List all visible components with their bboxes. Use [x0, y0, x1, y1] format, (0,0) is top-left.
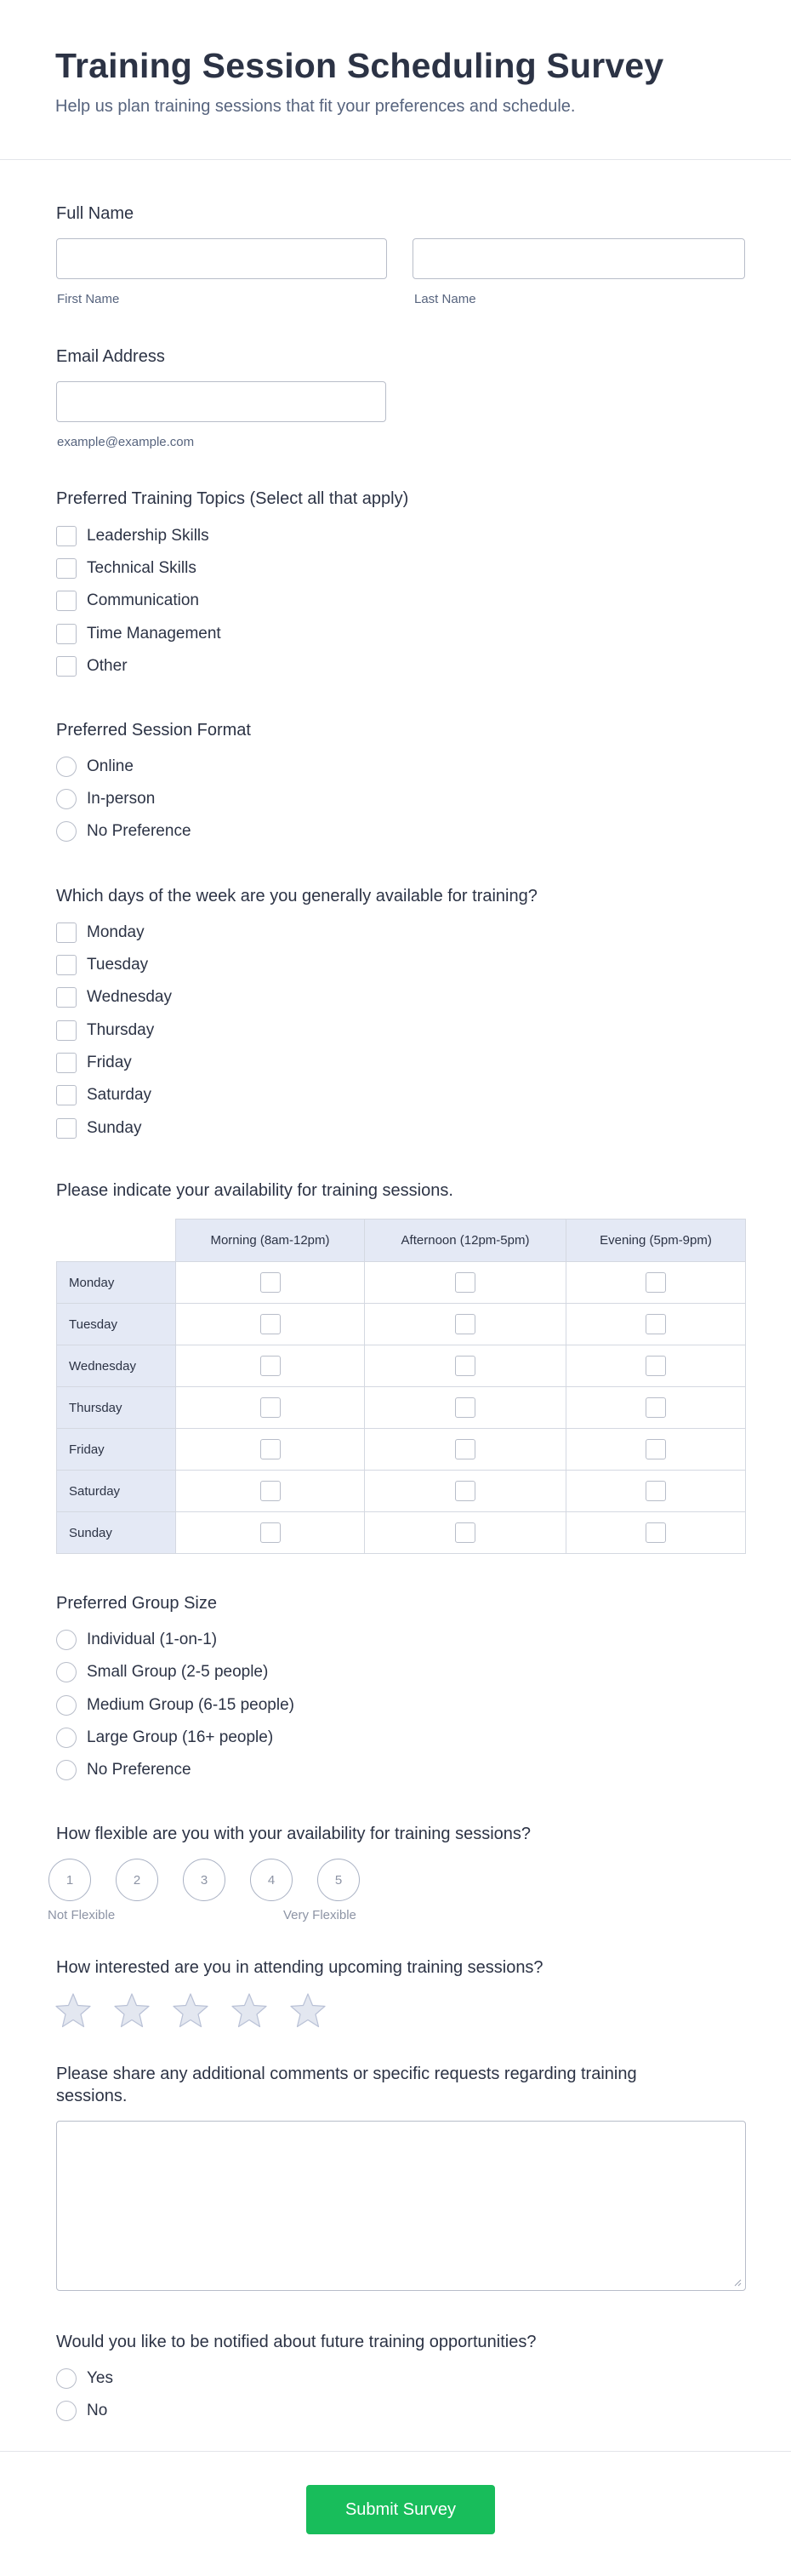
- format-option[interactable]: [56, 756, 134, 778]
- format-section: [56, 719, 745, 847]
- star-icon[interactable]: [230, 1992, 268, 2030]
- day-option-label: Friday: [87, 1054, 132, 1071]
- checkbox[interactable]: [56, 1118, 77, 1139]
- matrix-cell[interactable]: [176, 1345, 365, 1387]
- matrix-checkbox[interactable]: [455, 1397, 475, 1418]
- group-size-option[interactable]: [56, 1694, 294, 1716]
- matrix-row-header: Wednesday: [57, 1345, 176, 1387]
- radio[interactable]: [56, 2401, 77, 2421]
- day-option[interactable]: [56, 1084, 151, 1106]
- star-icon[interactable]: [113, 1992, 151, 2030]
- matrix-checkbox[interactable]: [260, 1439, 281, 1459]
- checkbox[interactable]: [56, 1085, 77, 1105]
- group-size-option[interactable]: [56, 1759, 191, 1781]
- notify-section: [56, 2331, 745, 2433]
- checkbox[interactable]: [56, 987, 77, 1008]
- matrix-cell[interactable]: [365, 1512, 566, 1554]
- matrix-checkbox[interactable]: [260, 1481, 281, 1501]
- matrix-row-header: Monday: [57, 1262, 176, 1304]
- matrix-cell[interactable]: [365, 1345, 566, 1387]
- matrix-cell[interactable]: [176, 1262, 365, 1304]
- scale-option-3[interactable]: 3: [183, 1859, 225, 1901]
- day-option[interactable]: [56, 954, 148, 976]
- full-name-section: [56, 203, 745, 313]
- matrix-row-header: Sunday: [57, 1512, 176, 1554]
- matrix-checkbox[interactable]: [455, 1522, 475, 1543]
- matrix-row-header: Tuesday: [57, 1304, 176, 1345]
- matrix-checkbox[interactable]: [646, 1439, 666, 1459]
- availability-label: Please indicate your availability for training sessions.: [56, 1181, 453, 1200]
- first-name-input[interactable]: [56, 238, 387, 279]
- topic-option[interactable]: [56, 557, 196, 580]
- scale-option-4[interactable]: 4: [250, 1859, 293, 1901]
- group-size-option-label: No Preference: [87, 1761, 191, 1779]
- notify-option-label: No: [87, 2402, 108, 2419]
- format-option-label: No Preference: [87, 822, 191, 840]
- matrix-checkbox[interactable]: [260, 1356, 281, 1376]
- radio[interactable]: [56, 1662, 77, 1682]
- matrix-checkbox[interactable]: [646, 1356, 666, 1376]
- matrix-cell[interactable]: [365, 1262, 566, 1304]
- matrix-row: [57, 1304, 746, 1345]
- group-size-option-label: Individual (1-on-1): [87, 1631, 218, 1648]
- matrix-row-header: Thursday: [57, 1387, 176, 1429]
- group-size-label: Preferred Group Size: [56, 1594, 217, 1613]
- matrix-row: [57, 1387, 746, 1429]
- radio[interactable]: [56, 1630, 77, 1650]
- matrix-cell[interactable]: [566, 1304, 746, 1345]
- scale-low-label: Not Flexible: [48, 1908, 116, 1922]
- matrix-cell[interactable]: [566, 1429, 746, 1471]
- first-name-sublabel: First Name: [57, 292, 120, 306]
- topic-option-label: Time Management: [87, 625, 221, 643]
- radio[interactable]: [56, 1760, 77, 1780]
- matrix-column-header: Afternoon (12pm-5pm): [365, 1219, 566, 1262]
- day-option[interactable]: [56, 1052, 132, 1074]
- matrix-cell[interactable]: [566, 1471, 746, 1512]
- email-label: Email Address: [56, 347, 165, 366]
- matrix-checkbox[interactable]: [455, 1314, 475, 1334]
- checkbox[interactable]: [56, 656, 77, 677]
- checkbox[interactable]: [56, 1053, 77, 1073]
- matrix-checkbox[interactable]: [455, 1439, 475, 1459]
- scale-option-1[interactable]: 1: [48, 1859, 91, 1901]
- footer-divider: [0, 2451, 791, 2452]
- matrix-cell[interactable]: [176, 1429, 365, 1471]
- topic-option-label: Communication: [87, 591, 199, 609]
- topics-label: Preferred Training Topics (Select all that apply): [56, 489, 409, 508]
- day-option[interactable]: [56, 986, 172, 1008]
- group-size-option[interactable]: [56, 1661, 268, 1683]
- notify-label: Would you like to be notified about future training opportunities?: [56, 2333, 537, 2351]
- matrix-cell[interactable]: [566, 1345, 746, 1387]
- matrix-checkbox[interactable]: [260, 1272, 281, 1293]
- topic-option[interactable]: [56, 590, 199, 612]
- last-name-sublabel: Last Name: [414, 292, 476, 306]
- topic-option[interactable]: [56, 623, 221, 645]
- format-option[interactable]: [56, 820, 191, 842]
- radio[interactable]: [56, 2368, 77, 2389]
- checkbox[interactable]: [56, 558, 77, 579]
- form-title: Training Session Scheduling Survey: [55, 46, 664, 85]
- matrix-cell[interactable]: [365, 1387, 566, 1429]
- matrix-row: [57, 1345, 746, 1387]
- matrix-cell[interactable]: [566, 1387, 746, 1429]
- matrix-checkbox[interactable]: [646, 1272, 666, 1293]
- matrix-row-header: Saturday: [57, 1471, 176, 1512]
- notify-option[interactable]: [56, 2368, 113, 2390]
- form-header: [0, 0, 791, 160]
- interest-label: How interested are you in attending upcoming training sessions?: [56, 1958, 543, 1977]
- day-option-label: Saturday: [87, 1086, 152, 1104]
- day-option-label: Monday: [87, 923, 145, 941]
- days-section: [56, 885, 745, 1140]
- group-size-option-label: Small Group (2-5 people): [87, 1663, 269, 1681]
- days-label: Which days of the week are you generally available for training?: [56, 887, 538, 905]
- availability-matrix: [56, 1219, 746, 1554]
- matrix-cell[interactable]: [176, 1387, 365, 1429]
- email-sublabel: example@example.com: [57, 435, 195, 449]
- resize-handle-icon[interactable]: [733, 2278, 742, 2287]
- matrix-row: [57, 1512, 746, 1554]
- matrix-checkbox[interactable]: [646, 1397, 666, 1418]
- interest-section: [56, 1956, 745, 2042]
- matrix-checkbox[interactable]: [260, 1397, 281, 1418]
- day-option[interactable]: [56, 1020, 154, 1042]
- format-label: Preferred Session Format: [56, 721, 251, 740]
- day-option[interactable]: [56, 1117, 141, 1139]
- matrix-column-header: Morning (8am-12pm): [176, 1219, 365, 1262]
- matrix-checkbox[interactable]: [455, 1356, 475, 1376]
- day-option[interactable]: [56, 922, 145, 944]
- topic-option-label: Leadership Skills: [87, 527, 209, 545]
- matrix-checkbox[interactable]: [260, 1314, 281, 1334]
- topic-option[interactable]: [56, 525, 209, 547]
- full-name-label: Full Name: [56, 204, 134, 223]
- matrix-checkbox[interactable]: [455, 1272, 475, 1293]
- radio[interactable]: [56, 821, 77, 842]
- comments-section: [56, 2063, 745, 2301]
- format-option-label: Online: [87, 757, 134, 775]
- star-icon[interactable]: [54, 1992, 92, 2030]
- group-size-option-label: Medium Group (6-15 people): [87, 1696, 294, 1714]
- topics-section: [56, 488, 745, 683]
- flexibility-label: How flexible are you with your availability for training sessions?: [56, 1825, 532, 1843]
- comments-textarea[interactable]: [56, 2121, 746, 2291]
- day-option-label: Sunday: [87, 1119, 142, 1137]
- radio[interactable]: [56, 1728, 77, 1748]
- matrix-corner: [57, 1219, 176, 1262]
- format-option[interactable]: [56, 788, 155, 810]
- matrix-checkbox[interactable]: [455, 1481, 475, 1501]
- matrix-cell[interactable]: [566, 1512, 746, 1554]
- matrix-column-header: Evening (5pm-9pm): [566, 1219, 746, 1262]
- form-subtitle: Help us plan training sessions that fit your preferences and schedule.: [55, 97, 576, 116]
- radio[interactable]: [56, 789, 77, 809]
- star-icon[interactable]: [172, 1992, 209, 2030]
- day-option-label: Tuesday: [87, 956, 149, 974]
- matrix-checkbox[interactable]: [260, 1522, 281, 1543]
- email-input[interactable]: [56, 381, 386, 422]
- scale-option-2[interactable]: 2: [116, 1859, 158, 1901]
- format-option-label: In-person: [87, 790, 156, 808]
- checkbox[interactable]: [56, 591, 77, 611]
- group-size-option[interactable]: [56, 1629, 217, 1651]
- radio[interactable]: [56, 757, 77, 777]
- group-size-option-label: Large Group (16+ people): [87, 1728, 274, 1746]
- matrix-cell[interactable]: [176, 1304, 365, 1345]
- checkbox[interactable]: [56, 922, 77, 943]
- checkbox[interactable]: [56, 624, 77, 644]
- topic-option-label: Other: [87, 657, 128, 675]
- checkbox[interactable]: [56, 526, 77, 546]
- scale-option-5[interactable]: 5: [317, 1859, 360, 1901]
- radio[interactable]: [56, 1695, 77, 1716]
- matrix-row: [57, 1429, 746, 1471]
- matrix-cell[interactable]: [566, 1262, 746, 1304]
- matrix-row: [57, 1471, 746, 1512]
- matrix-checkbox[interactable]: [646, 1522, 666, 1543]
- matrix-cell[interactable]: [365, 1429, 566, 1471]
- matrix-cell[interactable]: [365, 1471, 566, 1512]
- notify-option-label: Yes: [87, 2369, 113, 2387]
- matrix-cell[interactable]: [365, 1304, 566, 1345]
- topic-option[interactable]: [56, 655, 128, 677]
- group-size-option[interactable]: [56, 1727, 273, 1749]
- notify-option[interactable]: [56, 2400, 107, 2422]
- email-section: [56, 346, 745, 456]
- flexibility-section: [48, 1823, 745, 1925]
- topic-option-label: Technical Skills: [87, 559, 196, 577]
- star-icon[interactable]: [289, 1992, 327, 2030]
- matrix-row: [57, 1262, 746, 1304]
- matrix-checkbox[interactable]: [646, 1314, 666, 1334]
- scale-high-label: Very Flexible: [283, 1908, 356, 1922]
- matrix-checkbox[interactable]: [646, 1481, 666, 1501]
- day-option-label: Wednesday: [87, 988, 172, 1006]
- matrix-cell[interactable]: [176, 1512, 365, 1554]
- checkbox[interactable]: [56, 1020, 77, 1041]
- day-option-label: Thursday: [87, 1021, 155, 1039]
- matrix-row-header: Friday: [57, 1429, 176, 1471]
- checkbox[interactable]: [56, 955, 77, 975]
- group-size-section: [56, 1592, 745, 1788]
- matrix-cell[interactable]: [176, 1471, 365, 1512]
- availability-section: [56, 1179, 745, 1554]
- submit-button[interactable]: Submit Survey: [306, 2485, 495, 2534]
- last-name-input[interactable]: [413, 238, 745, 279]
- comments-label: Please share any additional comments or specific requests regarding training sessions.: [56, 2065, 637, 2105]
